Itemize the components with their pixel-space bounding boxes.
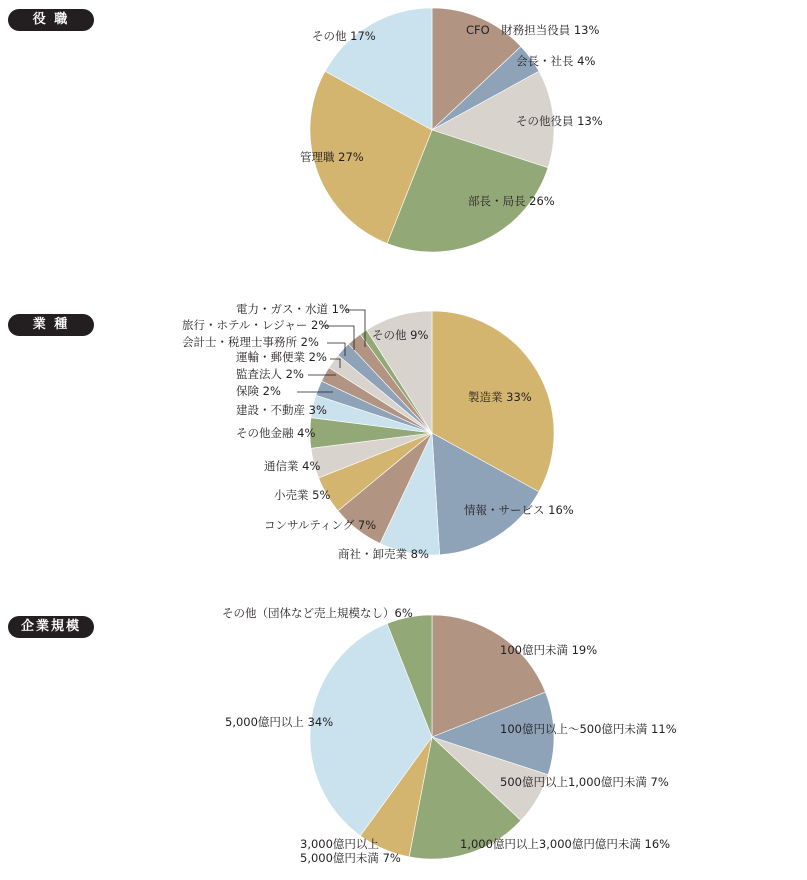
slice-label: 500億円以上1,000億円未満 7% [500,775,669,789]
slice-label: 1,000億円以上3,000億円億円未満 16% [460,837,671,851]
section-title-badge: 企業規模 [8,616,94,638]
slice-label: その他（団体など売上規模なし）6% [222,606,413,620]
slice-label: 100億円以上～500億円未満 11% [500,722,677,736]
slice-label: 3,000億円以上 5,000億円未満 7% [300,837,401,865]
slice-label: 通信業 4% [264,459,321,473]
slice-label: 商社・卸売業 8% [338,547,429,561]
slice-label: その他役員 13% [516,114,603,128]
slice-label: 運輸・郵便業 2% [236,350,327,364]
slice-label: 部長・局長 26% [468,194,555,208]
slice-label: 小売業 5% [274,488,331,502]
section-title-badge: 業 種 [8,314,94,336]
slice-label: 製造業 33% [468,390,532,404]
slice-label: その他 17% [312,29,376,43]
slice-label: 会計士・税理士事務所 2% [182,335,319,349]
slice-label: 電力・ガス・水道 1% [236,302,350,316]
slice-label: 管理職 27% [300,150,364,164]
slice-label: 監査法人 2% [236,367,304,381]
slice-label: 会長・社長 4% [516,54,596,68]
slice-label: 5,000億円以上 34% [225,715,334,729]
slice-label: 保険 2% [236,384,281,398]
section-title-badge: 役 職 [8,9,94,31]
slice-label: 情報・サービス 16% [464,503,574,517]
slice-label: 旅行・ホテル・レジャー 2% [182,318,330,332]
slice-label: その他 9% [372,328,429,342]
slice-label: 建設・不動産 3% [236,403,327,417]
slice-label: その他金融 4% [236,426,316,440]
slice-label: CFO 財務担当役員 13% [466,23,600,37]
slice-label: 100億円未満 19% [500,643,598,657]
slice-label: コンサルティング 7% [264,518,377,532]
